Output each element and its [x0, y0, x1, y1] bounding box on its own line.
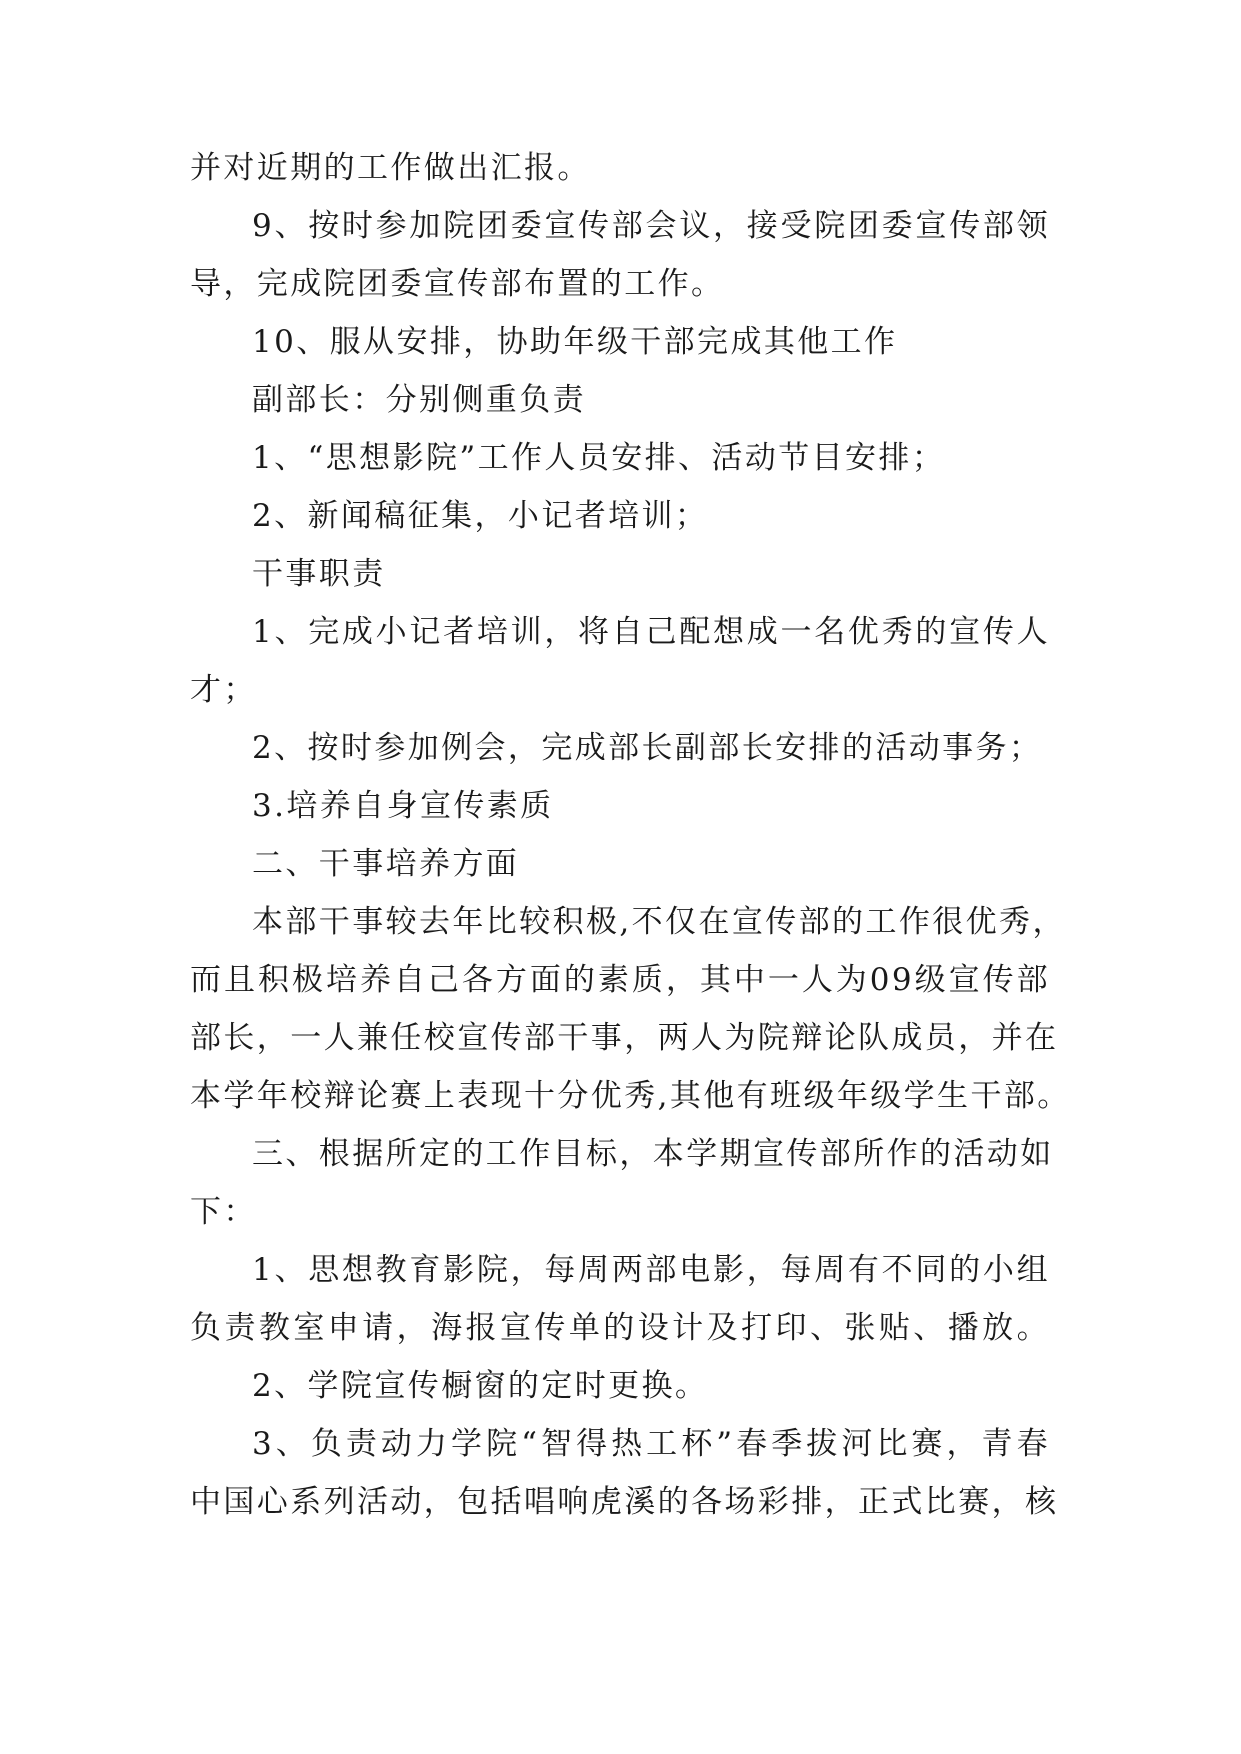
text-line: 1、思想教育影院，每周两部电影，每周有不同的小组 — [252, 1252, 1050, 1288]
text-line: 1、完成小记者培训，将自己配想成一名优秀的宣传人 — [252, 614, 1050, 650]
text-line: 10、服从安排，协助年级干部完成其他工作 — [252, 324, 898, 360]
text-line: 9、按时参加院团委宣传部会议，接受院团委宣传部领 — [252, 208, 1050, 244]
text-line: 而且积极培养自己各方面的素质，其中一人为09级宣传部 — [190, 962, 1050, 998]
text-line: 中国心系列活动，包括唱响虎溪的各场彩排，正式比赛，核 — [190, 1484, 1059, 1520]
text-line: 下： — [190, 1194, 257, 1230]
text-line: 2、新闻稿征集，小记者培训； — [252, 498, 709, 534]
text-line: 3.培养自身宣传素质 — [252, 788, 554, 824]
text-line: 本学年校辩论赛上表现十分优秀,其他有班级年级学生干部。 — [190, 1078, 1071, 1114]
text-line: 副部长：分别侧重负责 — [252, 382, 586, 418]
text-line: 本部干事较去年比较积极,不仅在宣传部的工作很优秀， — [252, 904, 1066, 940]
text-line: 部长，一人兼任校宣传部干事，两人为院辩论队成员，并在 — [190, 1020, 1059, 1056]
text-line: 1、“思想影院”工作人员安排、活动节目安排； — [252, 440, 946, 476]
text-line: 3、负责动力学院“智得热工杯”春季拔河比赛，青春 — [252, 1426, 1050, 1462]
text-line: 二、干事培养方面 — [252, 846, 520, 882]
text-line: 导，完成院团委宣传部布置的工作。 — [190, 266, 725, 302]
text-line: 干事职责 — [252, 556, 386, 592]
text-line: 2、学院宣传橱窗的定时更换。 — [252, 1368, 709, 1404]
text-line: 并对近期的工作做出汇报。 — [190, 150, 591, 186]
text-line: 2、按时参加例会，完成部长副部长安排的活动事务； — [252, 730, 1043, 766]
text-line: 三、根据所定的工作目标，本学期宣传部所作的活动如 — [252, 1136, 1054, 1172]
text-line: 负责教室申请，海报宣传单的设计及打印、张贴、播放。 — [190, 1310, 1050, 1346]
text-line: 才； — [190, 672, 257, 708]
